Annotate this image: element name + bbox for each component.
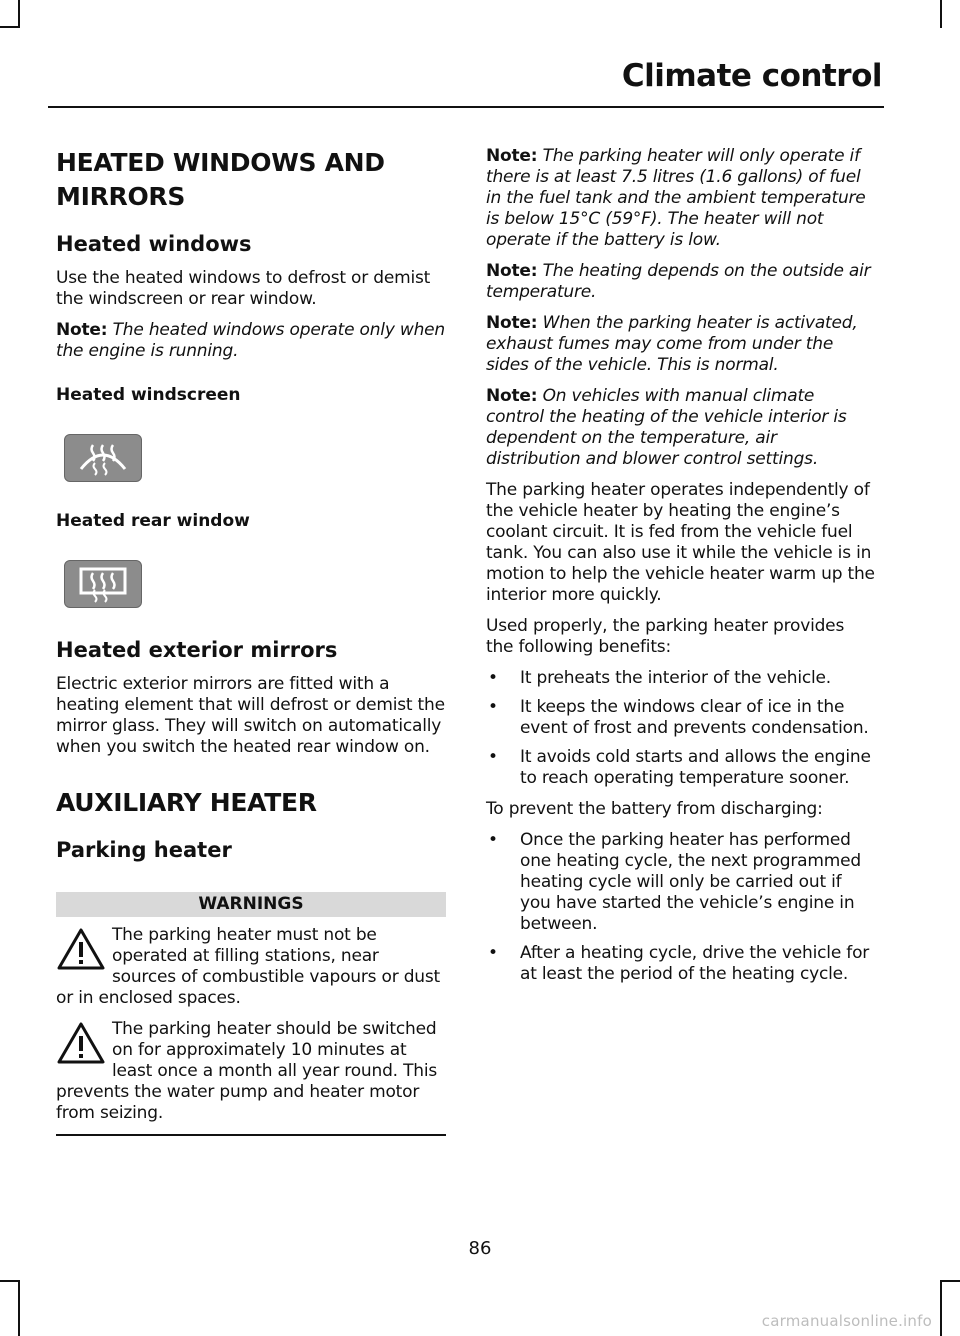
list-item: • It avoids cold starts and allows the engine to reach operating temperature sooner. xyxy=(486,747,876,789)
warning-triangle-icon xyxy=(56,1021,106,1065)
warning-text: The parking heater should be switched on for approximately 10 minutes at least once a month all year round. This prevents the water pump and heater motor from seizing. xyxy=(56,1019,438,1123)
right-column xyxy=(486,146,876,995)
heated-windows-note xyxy=(56,320,446,362)
note xyxy=(486,313,876,376)
heated-rear-window-label: Heated rear window xyxy=(56,511,250,531)
warnings-divider xyxy=(56,1134,446,1136)
list-item: • After a heating cycle, drive the vehicle for at least the period of the heating cycle. xyxy=(486,943,876,985)
note-text: On vehicles with manual climate control the heating of the vehicle interior is dependent on the temperature, air distribution and blower control settings. xyxy=(486,386,847,469)
watermark: carmanualsonline.info xyxy=(761,1312,932,1330)
crop-mark xyxy=(0,26,20,28)
heated-windows-body: Use the heated windows to defrost or demist the windscreen or rear window. xyxy=(56,268,431,309)
note-label: Note: xyxy=(56,320,108,340)
list-item: • It preheats the interior of the vehicle. xyxy=(486,668,876,689)
crop-mark xyxy=(940,0,942,28)
left-column xyxy=(56,146,446,1136)
page-number: 86 xyxy=(468,1238,492,1259)
list-item: • It keeps the windows clear of ice in the event of frost and prevents condensation. xyxy=(486,697,876,739)
crop-mark xyxy=(940,1280,960,1282)
paragraph: To prevent the battery from discharging: xyxy=(486,799,823,819)
page-title: Climate control xyxy=(621,58,882,94)
warning-triangle-icon xyxy=(56,927,106,971)
header-divider xyxy=(48,106,884,108)
heated-windscreen-label: Heated windscreen xyxy=(56,385,241,405)
warning-item xyxy=(56,925,446,1009)
paragraph: The parking heater operates independently of the vehicle heater by heating the engine’s coolant circuit. It is fed from the vehicle fuel tank. You can also use it while the vehicle is in motion to help the vehicle heater warm up the interior more quickly. xyxy=(486,480,875,605)
warnings-title: WARNINGS xyxy=(56,892,446,917)
section-heading-heated: HEATED WINDOWS AND MIRRORS xyxy=(56,148,385,211)
note-text: The heating depends on the outside air temperature. xyxy=(486,261,871,302)
heated-mirrors-heading: Heated exterior mirrors xyxy=(56,638,338,662)
benefits-list xyxy=(486,668,876,789)
list-item: • Once the parking heater has performed one heating cycle, the next programmed heating cycle will only be carried out if you have started the vehicle’s engine in between. xyxy=(486,830,876,935)
note xyxy=(486,386,876,470)
note-text: The heated windows operate only when the engine is running. xyxy=(56,320,446,361)
parking-heater-heading: Parking heater xyxy=(56,838,232,862)
note-text: The parking heater will only operate if there is at least 7.5 litres (1.6 gallons) of fuel in the fuel tank and the ambient temperature is below 15°C (59°F). The heater will not operate if the battery is low. xyxy=(486,146,866,250)
battery-tips-list xyxy=(486,830,876,985)
note xyxy=(486,261,876,303)
rear-window-defrost-icon xyxy=(64,560,142,608)
warning-text: The parking heater must not be operated at filling stations, near sources of combustible vapours or dust or in enclosed spaces. xyxy=(56,925,440,1008)
crop-mark xyxy=(940,1280,942,1336)
warning-item xyxy=(56,1019,446,1124)
paragraph: Used properly, the parking heater provides the following benefits: xyxy=(486,616,845,657)
note-label: Note: xyxy=(486,261,538,281)
note-label: Note: xyxy=(486,146,538,166)
heated-windows-heading: Heated windows xyxy=(56,232,252,256)
crop-mark xyxy=(18,1280,20,1336)
note xyxy=(486,146,876,251)
note-text: When the parking heater is activated, exhaust fumes may come from under the sides of the vehicle. This is normal. xyxy=(486,313,858,375)
section-heading-aux: AUXILIARY HEATER xyxy=(56,788,317,817)
note-label: Note: xyxy=(486,313,538,333)
note-label: Note: xyxy=(486,386,538,406)
crop-mark xyxy=(18,0,20,28)
heated-mirrors-body: Electric exterior mirrors are fitted with a heating element that will defrost or demist the mirror glass. They will switch on automatically when you switch the heated rear window on. xyxy=(56,674,445,757)
crop-mark xyxy=(0,1280,20,1282)
windscreen-defrost-icon xyxy=(64,434,142,482)
